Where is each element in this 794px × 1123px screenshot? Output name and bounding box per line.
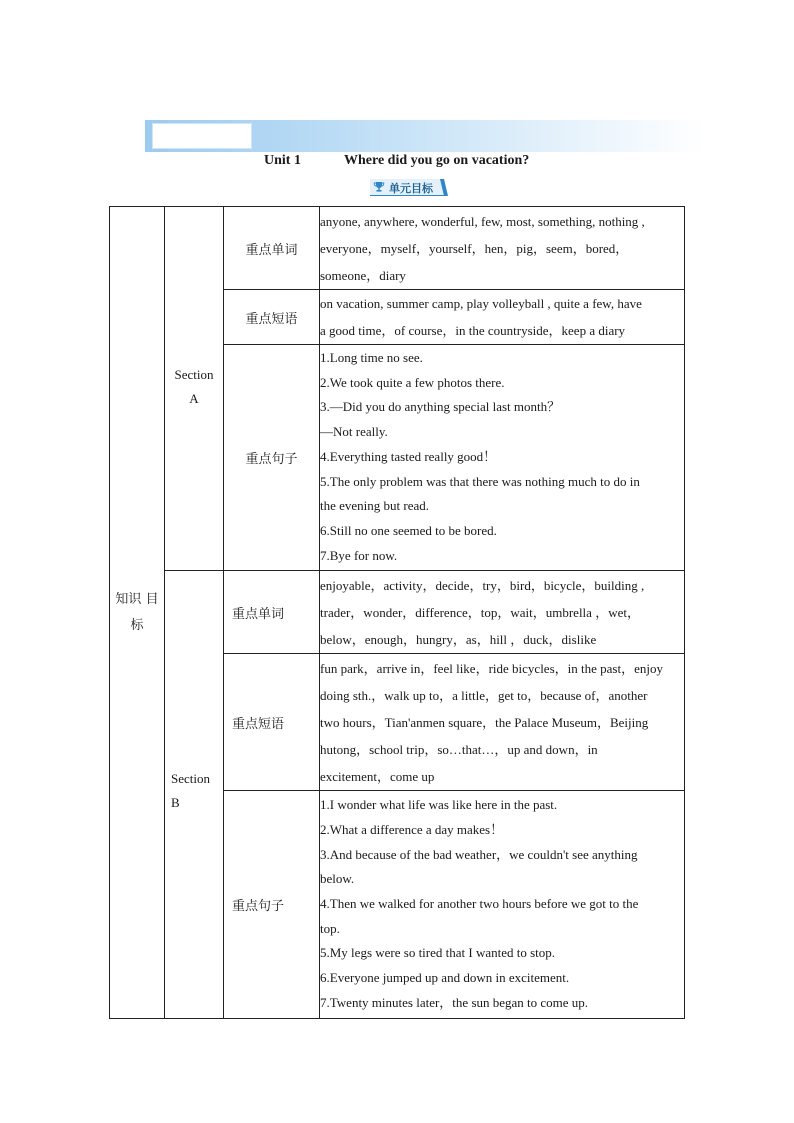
content-cell-phrases xyxy=(320,654,685,791)
content-line: 4.Everything tasted really good！ xyxy=(320,448,497,464)
content-line: 7.Bye for now. xyxy=(320,547,398,563)
category-line: 目标 xyxy=(130,591,159,633)
section-b-cell xyxy=(165,571,224,1019)
content-line: 5.The only problem was that there was nothing much to do in xyxy=(320,473,640,489)
content-line: below，enough，hungry，as，hill ，duck，dislike xyxy=(320,631,597,647)
content-cell-sentences xyxy=(320,345,685,571)
badge-label: 单元目标 xyxy=(389,182,433,195)
content-line: everyone，myself，yourself，hen，pig，seem，bored， xyxy=(320,240,629,256)
unit-label: Unit 1 xyxy=(264,153,301,168)
content-line: fun park，arrive in，feel like，ride bicycles，in the past，enjoy xyxy=(320,660,663,676)
content-line: 4.Then we walked for another two hours before we got to the xyxy=(320,895,639,911)
content-line: on vacation, summer camp, play volleyball , quite a few, have xyxy=(320,296,642,311)
content-line: hutong，school trip，so…that…，up and down，in xyxy=(320,741,598,757)
unit-title xyxy=(0,153,794,171)
content-line: 5.My legs were so tired that I wanted to stop. xyxy=(320,945,556,961)
content-cell-words xyxy=(320,571,685,654)
content-line: excitement，come up xyxy=(320,768,435,784)
unit-goal-badge xyxy=(370,179,448,195)
content-line: the evening but read. xyxy=(320,498,430,514)
unit-goal-table xyxy=(109,206,685,1019)
type-cell-words: 重点单词 xyxy=(224,207,320,290)
content-line: 1.Long time no see. xyxy=(320,350,423,365)
type-cell-phrases: 重点短语 xyxy=(224,290,320,345)
content-line: below. xyxy=(320,871,355,887)
content-line: 2.We took quite a few photos there. xyxy=(320,374,505,390)
category-cell xyxy=(110,207,165,1019)
content-line: —Not really. xyxy=(320,424,388,440)
content-line: trader，wonder，difference，top，wait，umbrella ，wet， xyxy=(320,604,640,620)
category-line: 知识 xyxy=(115,591,142,607)
content-line: 1.I wonder what life was like here in the past. xyxy=(320,797,558,813)
content-line: anyone, anywhere, wonderful, few, most, something, nothing , xyxy=(320,213,645,229)
content-line: 3.And because of the bad weather，we couldn't see anything xyxy=(320,846,638,862)
type-cell-sentences: 重点句子 xyxy=(224,345,320,571)
unit-name: Where did you go on vacation? xyxy=(344,153,530,168)
content-line: a good time，of course，in the countryside，keep a diary xyxy=(320,323,626,338)
content-line: enjoyable，activity，decide，try，bird，bicycle，building , xyxy=(320,577,645,593)
content-cell-sentences xyxy=(320,791,685,1019)
banner-label-box xyxy=(152,123,252,149)
content-line: 3.—Did you do anything special last month？ xyxy=(320,399,561,415)
type-cell-sentences: 重点句子 xyxy=(224,791,320,1019)
type-cell-words: 重点单词 xyxy=(224,571,320,654)
content-line: 2.What a difference a day makes！ xyxy=(320,821,504,837)
section-a-cell xyxy=(165,207,224,571)
content-line: 6.Still no one seemed to be bored. xyxy=(320,522,497,538)
section-label: Section xyxy=(171,771,210,787)
content-line: two hours，Tian'anmen square，the Palace Museum，Beijing xyxy=(320,714,649,730)
section-letter: B xyxy=(171,795,180,811)
trophy-icon xyxy=(373,181,385,193)
content-line: 7.Twenty minutes later，the sun began to come up. xyxy=(320,994,589,1010)
type-cell-phrases: 重点短语 xyxy=(224,654,320,791)
content-cell-words xyxy=(320,207,685,290)
section-letter: A xyxy=(189,391,199,406)
content-line: top. xyxy=(320,920,340,936)
content-line: doing sth.，walk up to，a little，get to，because of，another xyxy=(320,687,648,703)
content-line: 6.Everyone jumped up and down in excitement. xyxy=(320,970,570,986)
header-banner xyxy=(145,120,705,152)
content-line: someone，diary xyxy=(320,267,406,283)
content-cell-phrases xyxy=(320,290,685,345)
section-label: Section xyxy=(174,367,214,382)
